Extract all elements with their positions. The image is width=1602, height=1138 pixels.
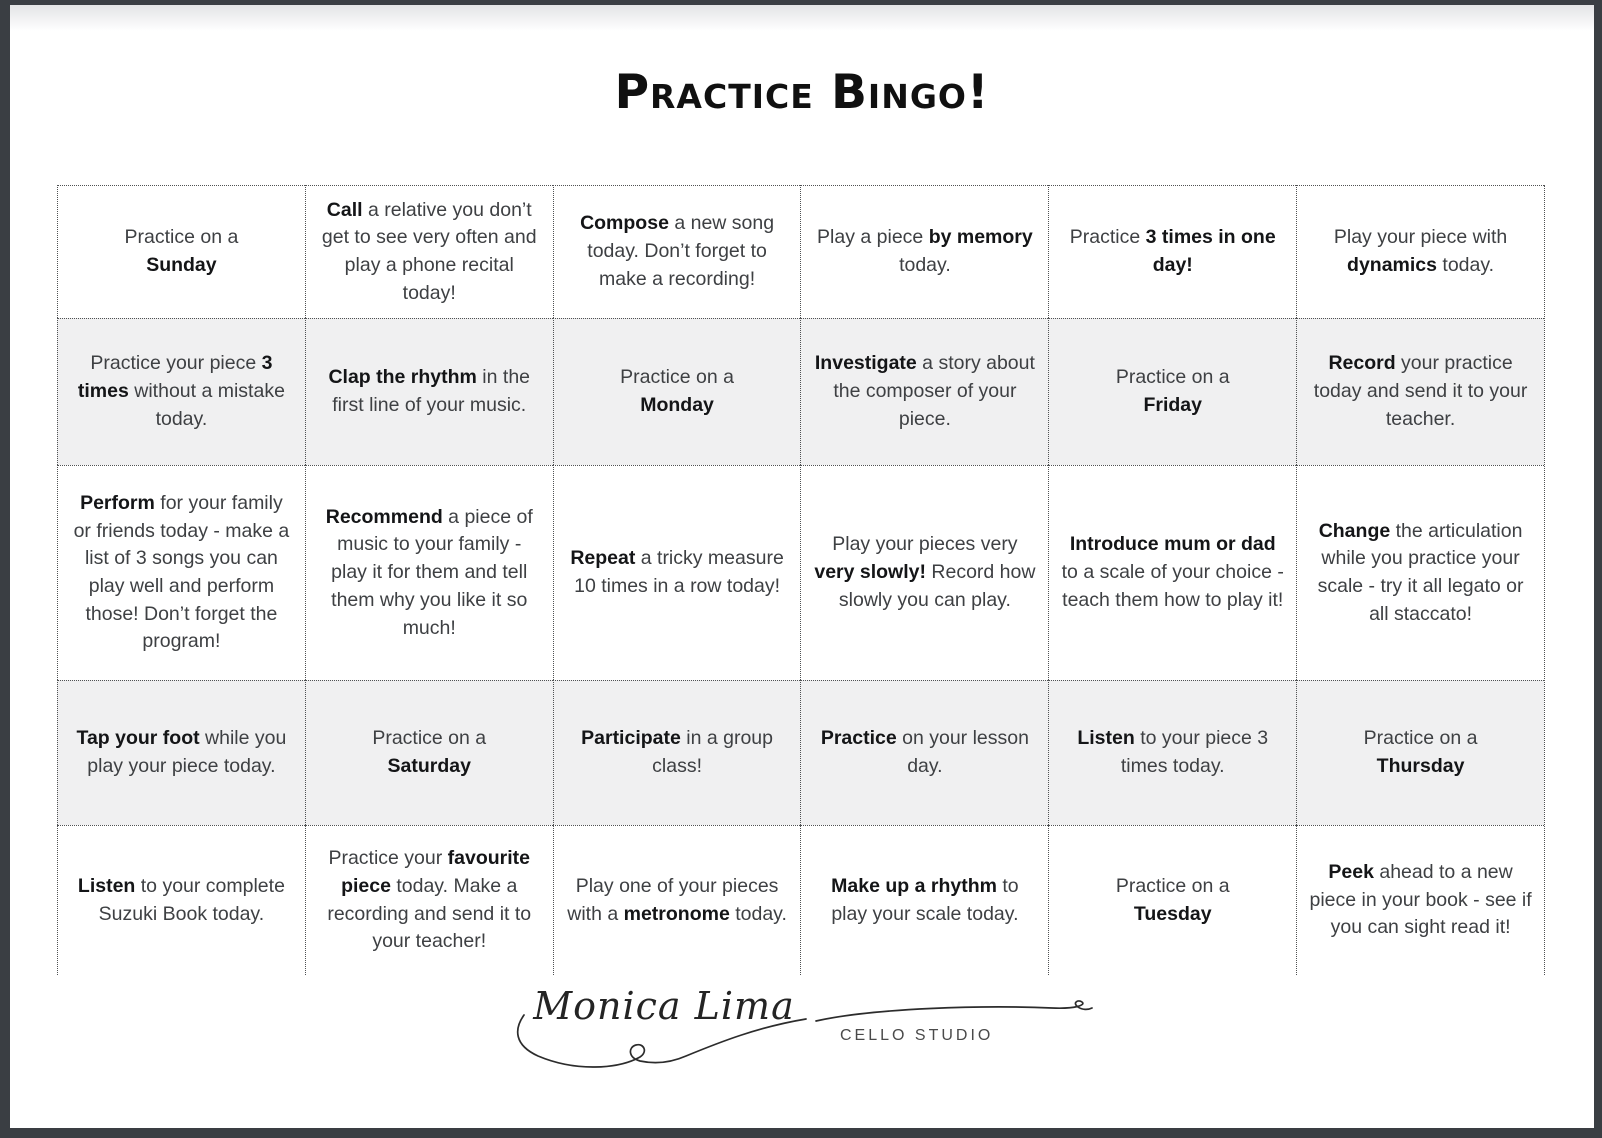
bingo-cell-r1-c1: Practice on a Sunday — [57, 185, 305, 318]
bingo-cell-r2-c2: Clap the rhythm in the first line of your music. — [305, 318, 553, 465]
bingo-cell-r3-c2: Recommend a piece of music to your family - play it for them and tell them why you like it so much! — [305, 465, 553, 680]
bingo-cell-r4-c5: Listen to your piece 3 times today. — [1048, 680, 1296, 825]
bingo-cell-r3-c3: Repeat a tricky measure 10 times in a row today! — [553, 465, 801, 680]
bingo-cell-r2-c6: Record your practice today and send it to your teacher. — [1296, 318, 1544, 465]
bingo-cell-r1-c5: Practice 3 times in one day! — [1048, 185, 1296, 318]
bingo-cell-r5-c2: Practice your favourite piece today. Make a recording and send it to your teacher! — [305, 825, 553, 975]
logo-subtitle: CELLO STUDIO — [840, 1027, 994, 1044]
bingo-cell-r3-c4: Play your pieces very very slowly! Record how slowly you can play. — [800, 465, 1048, 680]
bingo-cell-r5-c6: Peek ahead to a new piece in your book - see if you can sight read it! — [1296, 825, 1544, 975]
bingo-cell-r1-c3: Compose a new song today. Don’t forget to make a recording! — [553, 185, 801, 318]
page-title: Practice Bingo! — [614, 65, 990, 120]
bingo-cell-r5-c1: Listen to your complete Suzuki Book today. — [57, 825, 305, 975]
swash-flourish-icon — [814, 999, 1094, 1025]
document-page — [10, 5, 1594, 1128]
bingo-cell-r2-c5: Practice on a Friday — [1048, 318, 1296, 465]
bingo-cell-r5-c5: Practice on a Tuesday — [1048, 825, 1296, 975]
logo-subtitle-block — [814, 977, 1094, 1045]
logo-name: Monica Lima — [533, 984, 795, 1028]
bingo-cell-r4-c1: Tap your foot while you play your piece today. — [57, 680, 305, 825]
bingo-cell-r3-c5: Introduce mum or dad to a scale of your choice - teach them how to play it! — [1048, 465, 1296, 680]
bingo-cell-r5-c4: Make up a rhythm to play your scale today. — [800, 825, 1048, 975]
bingo-cell-r1-c6: Play your piece with dynamics today. — [1296, 185, 1544, 318]
bingo-grid — [57, 185, 1545, 975]
bingo-cell-r2-c3: Practice on a Monday — [553, 318, 801, 465]
bingo-cell-r2-c4: Investigate a story about the composer of your piece. — [800, 318, 1048, 465]
bingo-cell-r4-c4: Practice on your lesson day. — [800, 680, 1048, 825]
bingo-cell-r3-c6: Change the articulation while you practice your scale - try it all legato or all staccato! — [1296, 465, 1544, 680]
bingo-cell-r5-c3: Play one of your pieces with a metronome today. — [553, 825, 801, 975]
bingo-cell-r4-c6: Practice on a Thursday — [1296, 680, 1544, 825]
bingo-cell-r1-c2: Call a relative you don’t get to see very often and play a phone recital today! — [305, 185, 553, 318]
cello-flourish-icon — [510, 1013, 810, 1071]
logo-name-block — [510, 977, 810, 1071]
logo — [10, 977, 1594, 1071]
bingo-cell-r3-c1: Perform for your family or friends today - make a list of 3 songs you can play well and perform those! Don’t forget the program! — [57, 465, 305, 680]
bingo-cell-r4-c2: Practice on a Saturday — [305, 680, 553, 825]
bingo-cell-r1-c4: Play a piece by memory today. — [800, 185, 1048, 318]
bingo-cell-r2-c1: Practice your piece 3 times without a mistake today. — [57, 318, 305, 465]
bingo-cell-r4-c3: Participate in a group class! — [553, 680, 801, 825]
